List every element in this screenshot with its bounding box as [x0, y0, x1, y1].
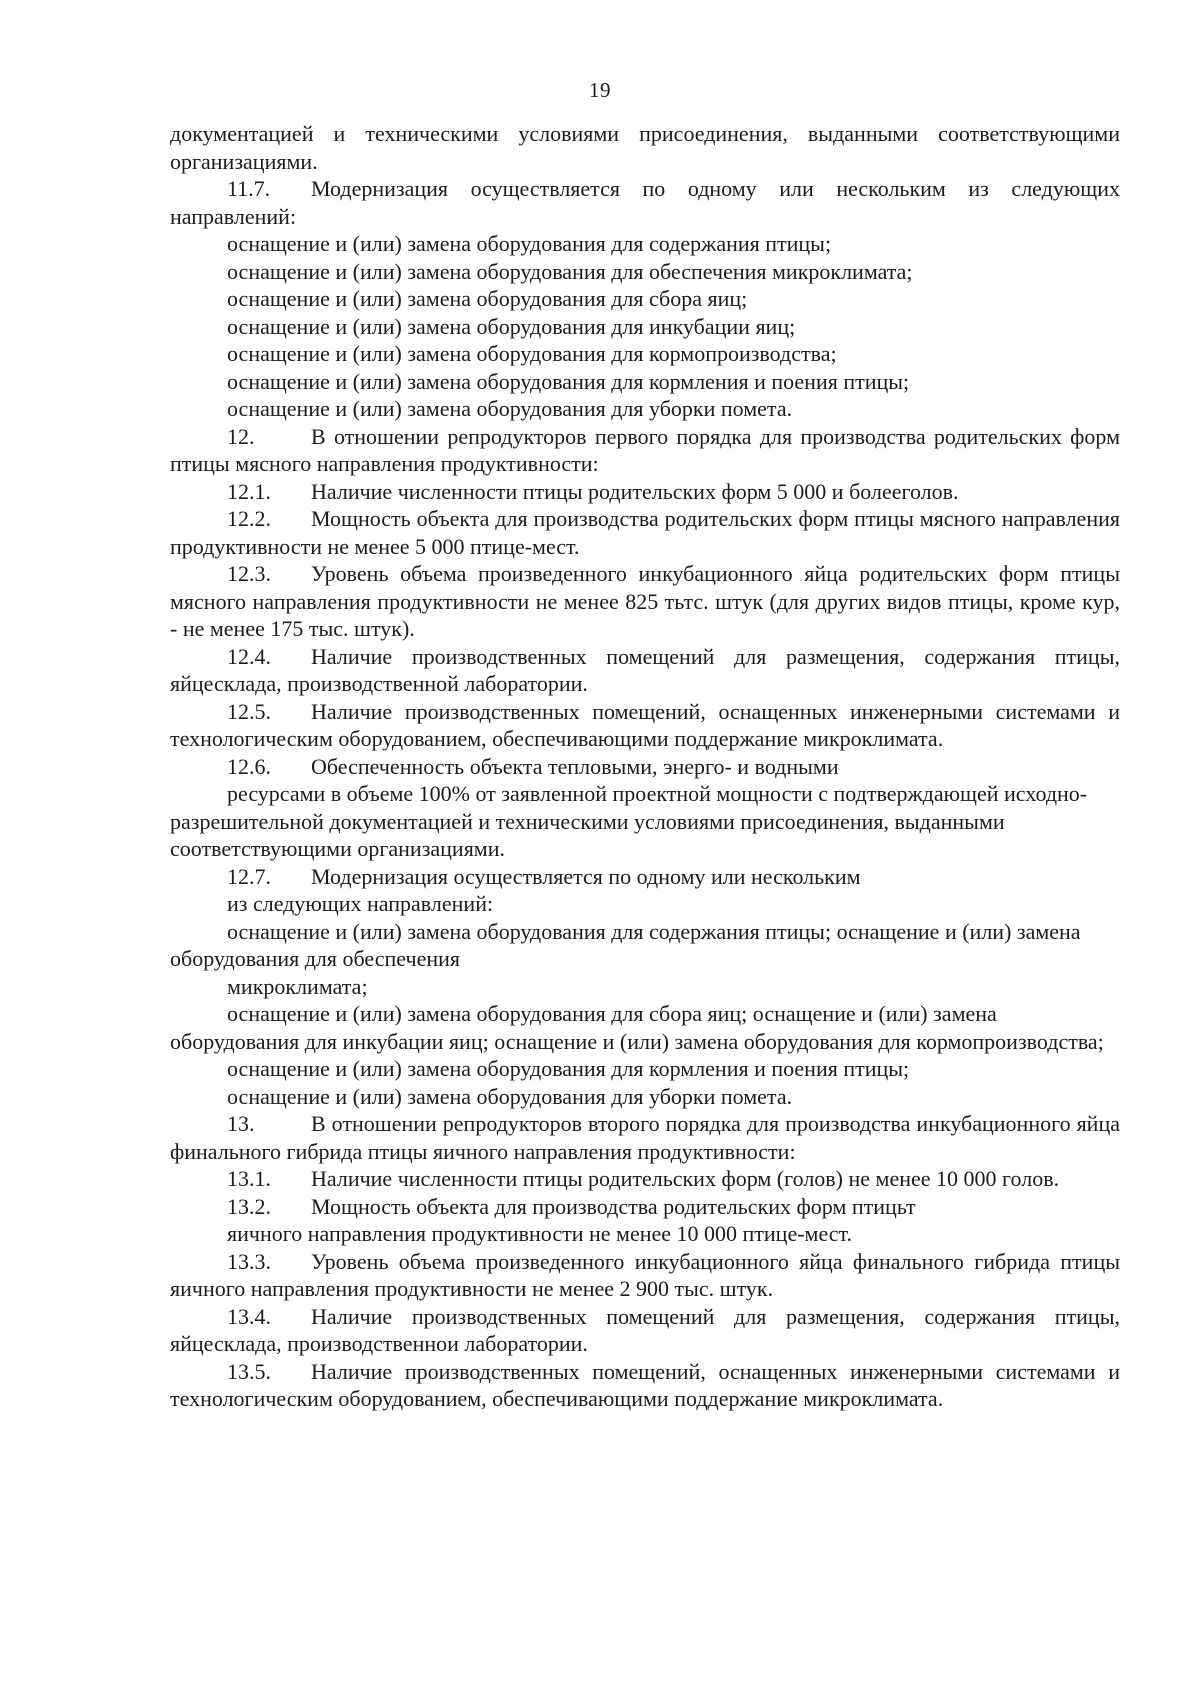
paragraph: [170, 368, 1120, 396]
paragraph: [170, 120, 1120, 175]
paragraph-text: оснащение и (или) замена оборудования для сбора яиц; оснащение и (или) замена оборудования для инкубации яиц; оснащение и (или) замена оборудования для кормопроизводства;: [170, 1001, 1104, 1054]
paragraph-number: 12.5.: [227, 698, 271, 724]
paragraph-number: 12.4.: [227, 643, 271, 669]
paragraph-text: оснащение и (или) замена оборудования для сбора яиц;: [227, 286, 748, 311]
numbered-paragraph: [170, 1248, 1120, 1303]
numbered-paragraph: [170, 1303, 1120, 1358]
paragraph: [170, 918, 1120, 973]
paragraph-text: Уровень объема произведенного инкубационного яйца финального гибрида птицы яичного направления продуктивности не менее 2 900 тыс. штук.: [170, 1248, 1120, 1301]
paragraph-text: Мощность объекта для производства родительских форм птицьт: [311, 1193, 916, 1219]
paragraph-text: оснащение и (или) замена оборудования для содержания птицы; оснащение и (или) замена оборудования для обеспечения: [170, 918, 1081, 971]
paragraph-number: 13.: [227, 1111, 255, 1136]
paragraph-text: Модернизация осуществляется по одному или нескольким: [311, 863, 861, 889]
numbered-paragraph: [170, 560, 1120, 643]
paragraph-text: Мощность объекта для производства родительских форм птицы мясного направления продуктивности не менее 5 000 птице-мест.: [170, 506, 1120, 559]
numbered-paragraph: [170, 753, 1120, 781]
paragraph-number: 11.7.: [227, 176, 271, 201]
paragraph: [170, 313, 1120, 341]
paragraph-number: 12.3.: [227, 561, 271, 586]
paragraph-text: оснащение и (или) замена оборудования для уборки помета.: [227, 1083, 793, 1109]
paragraph-text: Уровень объема произведенного инкубационного яйца родительских форм птицы мясного направления продуктивности не менее 825 тьтс. штук (для других видов птицы, кроме кур, - не менее 175 тыс. штук).: [170, 561, 1120, 641]
paragraph-number: 13.5.: [227, 1358, 271, 1384]
paragraph-text: микроклимата;: [227, 973, 368, 999]
paragraph-text: оснащение и (или) замена оборудования для уборки помета.: [227, 396, 793, 421]
paragraph: [170, 1000, 1120, 1055]
paragraph-text: оснащение и (или) замена оборудования для обеспечения микроклимата;: [227, 258, 913, 284]
paragraph-text: яичного направления продуктивности не менее 10 000 птице-мест.: [227, 1221, 852, 1246]
numbered-paragraph: [170, 698, 1120, 753]
paragraph-text: оснащение и (или) замена оборудования для инкубации яиц;: [227, 313, 796, 339]
numbered-paragraph: [170, 1110, 1120, 1165]
paragraph-number: 13.2.: [227, 1193, 271, 1219]
numbered-paragraph: [170, 505, 1120, 560]
paragraph-text: Наличие производственных помещений, оснащенных инженерными системами и технологическим оборудованием, обеспечивающими поддержание микроклимата.: [170, 1358, 1120, 1411]
paragraph-text: Наличие производственных помещений для размещения, содержания птицы, яйцесклада, производственной лаборатории.: [170, 643, 1120, 696]
paragraph: [170, 395, 1120, 423]
paragraph-text: Наличие численности птицы родительских форм 5 000 и болееголов.: [311, 478, 959, 504]
paragraph-text: оснащение и (или) замена оборудования для кормопроизводства;: [227, 341, 837, 366]
page-number: 19: [589, 78, 611, 102]
paragraph-text: из следующих направлений:: [227, 891, 494, 916]
paragraph: [170, 1055, 1120, 1083]
paragraph: [170, 285, 1120, 313]
paragraph-number: 12.2.: [227, 506, 271, 531]
paragraph-text: Наличие производственных помещений, оснащенных инженерными системами и технологическим оборудованием, обеспечивающими поддержание микроклимата.: [170, 698, 1120, 751]
paragraph-number: 13.1.: [227, 1166, 271, 1191]
document-body: [170, 120, 1120, 1413]
paragraph-number: 13.3.: [227, 1248, 271, 1274]
paragraph-text: В отношении репродукторов второго порядка для производства инкубационного яйца финального гибрида птицы яичного направления продуктивности:: [170, 1111, 1120, 1164]
paragraph-text: В отношении репродукторов первого порядка для производства родительских форм птицы мясного направления продуктивности:: [170, 423, 1120, 476]
numbered-paragraph: [170, 175, 1120, 230]
numbered-paragraph: [170, 1358, 1120, 1413]
paragraph-number: 12.1.: [227, 478, 271, 504]
paragraph: [170, 230, 1120, 258]
paragraph-text: Модернизация осуществляется по одному или нескольким из следующих направлений:: [170, 176, 1120, 229]
paragraph: [170, 1083, 1120, 1111]
paragraph-text: ресурсами в объеме 100% от заявленной проектной мощности с подтверждающей исходно-разрешительной документацией и техническими условиями присоединения, выданными соответствующими организациями.: [170, 781, 1088, 861]
paragraph-text: Обеспеченность объекта тепловыми, энерго- и водными: [311, 753, 839, 779]
numbered-paragraph: [170, 863, 1120, 891]
numbered-paragraph: [170, 1165, 1120, 1193]
paragraph-number: 12.6.: [227, 753, 271, 779]
paragraph-number: 12.: [227, 423, 255, 449]
paragraph: [170, 973, 1120, 1001]
paragraph-text: оснащение и (или) замена оборудования для кормления и поения птицы;: [227, 1056, 910, 1081]
paragraph: [170, 340, 1120, 368]
paragraph-text: оснащение и (или) замена оборудования для содержания птицы;: [227, 231, 832, 256]
numbered-paragraph: [170, 478, 1120, 506]
paragraph: [170, 1220, 1120, 1248]
paragraph: [170, 258, 1120, 286]
paragraph-number: 12.7.: [227, 863, 271, 889]
paragraph: [170, 780, 1120, 863]
numbered-paragraph: [170, 1193, 1120, 1221]
paragraph: [170, 890, 1120, 918]
numbered-paragraph: [170, 423, 1120, 478]
numbered-paragraph: [170, 643, 1120, 698]
paragraph-text: оснащение и (или) замена оборудования для кормления и поения птицы;: [227, 368, 910, 394]
paragraph-text: документацией и техническими условиями присоединения, выданными соответствующими организациями.: [170, 121, 1120, 174]
paragraph-number: 13.4.: [227, 1303, 271, 1329]
paragraph-text: Наличие производственных помещений для размещения, содержания птицы, яйцесклада, производственнои лаборатории.: [170, 1303, 1120, 1356]
paragraph-text: Наличие численности птицы родительских форм (голов) не менее 10 000 голов.: [311, 1166, 1060, 1191]
